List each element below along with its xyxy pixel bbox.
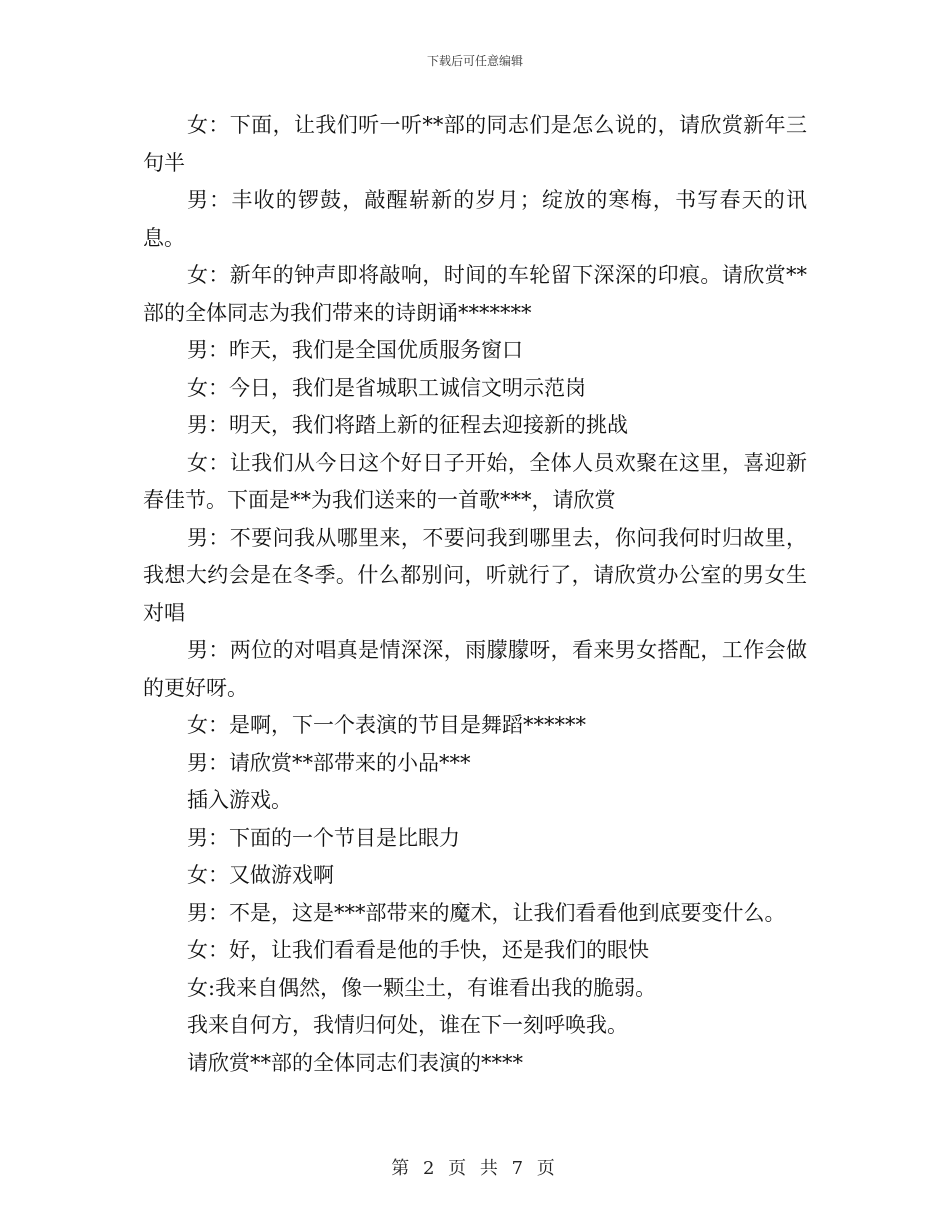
paragraph: 女：新年的钟声即将敲响，时间的车轮留下深深的印痕。请欣赏**部的全体同志为我们带来的诗朗诵******* bbox=[143, 263, 807, 325]
page-number: 第 2 页 共 7 页 bbox=[391, 1158, 559, 1179]
paragraph: 男：下面的一个节目是比眼力 bbox=[187, 825, 460, 850]
page-header: 下载后可任意编辑 bbox=[426, 54, 523, 68]
document-body bbox=[143, 107, 807, 1082]
paragraph: 我来自何方，我情归何处，谁在下一刻呼唤我。 bbox=[187, 1013, 628, 1037]
paragraph: 男：昨天，我们是全国优质服务窗口 bbox=[187, 338, 523, 362]
paragraph: 女：让我们从今日这个好日子开始，全体人员欢聚在这里，喜迎新春佳节。下面是**为我们送来的一首歌***，请欣赏 bbox=[143, 450, 807, 512]
paragraph: 男：请欣赏**部带来的小品*** bbox=[187, 750, 471, 775]
paragraph: 男：不是，这是***部带来的魔术，让我们看看他到底要变什么。 bbox=[187, 900, 786, 925]
paragraph: 女：又做游戏啊 bbox=[187, 863, 334, 887]
paragraph: 女：今日，我们是省城职工诚信文明示范岗 bbox=[187, 375, 586, 400]
paragraph: 男：明天，我们将踏上新的征程去迎接新的挑战 bbox=[187, 413, 628, 437]
paragraph: 女:我来自偶然，像一颗尘土，有谁看出我的脆弱。 bbox=[187, 975, 657, 1000]
paragraph: 女：下面，让我们听一听**部的同志们是怎么说的，请欣赏新年三句半 bbox=[143, 113, 807, 175]
paragraph: 女：是啊，下一个表演的节目是舞蹈****** bbox=[187, 713, 586, 737]
paragraph: 插入游戏。 bbox=[187, 788, 292, 812]
paragraph: 请欣赏**部的全体同志们表演的**** bbox=[187, 1050, 523, 1075]
paragraph: 男：两位的对唱真是情深深，雨朦朦呀，看来男女搭配，工作会做的更好呀。 bbox=[143, 638, 807, 700]
paragraph: 男：不要问我从哪里来，不要问我到哪里去，你问我何时归故里，我想大约会是在冬季。什么都别问，听就行了，请欣赏办公室的男女生对唱 bbox=[143, 525, 807, 625]
paragraph: 女：好，让我们看看是他的手快，还是我们的眼快 bbox=[187, 938, 649, 962]
paragraph: 男：丰收的锣鼓，敲醒崭新的岁月；绽放的寒梅，书写春天的讯息。 bbox=[143, 188, 807, 250]
